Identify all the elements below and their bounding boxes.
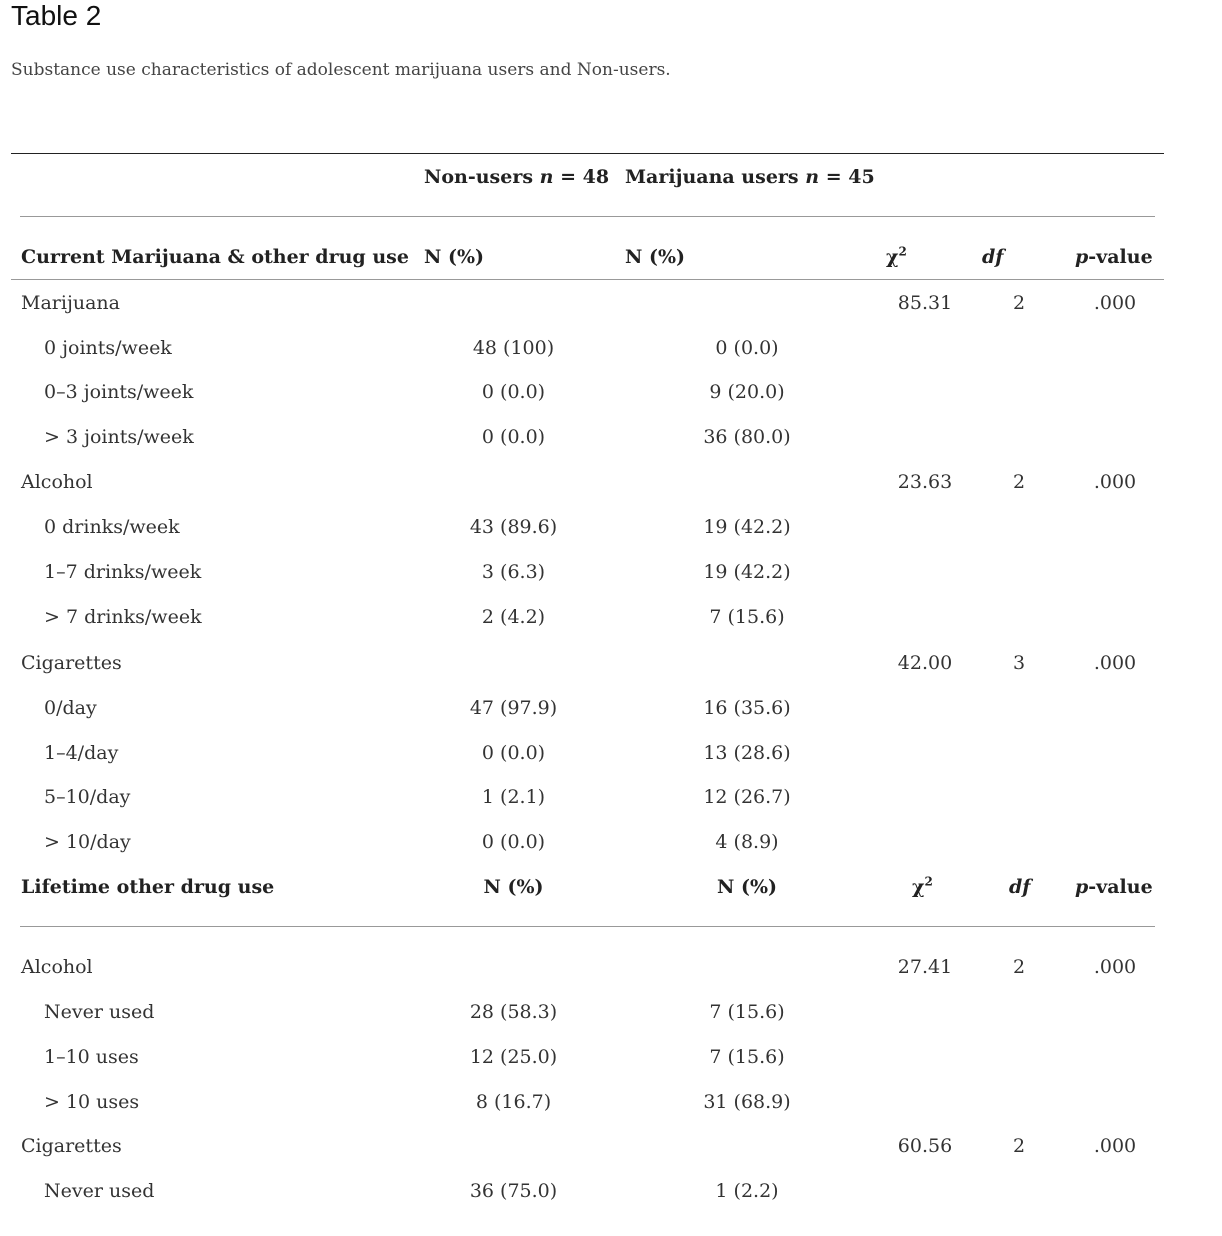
p-value: .000 — [1093, 292, 1137, 314]
col-header-chi-square — [886, 245, 907, 269]
col-header-df: df — [982, 246, 1004, 268]
non-users-value: 0 (0.0) — [481, 831, 546, 853]
users-value: 1 (2.2) — [715, 1180, 779, 1202]
n-symbol: n — [539, 166, 554, 188]
section2-header-rule — [20, 926, 1155, 927]
chi-square-value: 42.00 — [897, 652, 953, 674]
non-users-group-header — [424, 165, 609, 189]
row-label: 0 drinks/week — [44, 516, 180, 538]
non-users-value: 2 (4.2) — [481, 606, 546, 628]
non-users-value: 47 (97.9) — [469, 697, 558, 719]
row-label: > 3 joints/week — [44, 426, 194, 448]
p-value: .000 — [1093, 956, 1137, 978]
df-value: 2 — [1012, 956, 1026, 978]
p-value: .000 — [1093, 471, 1137, 493]
non-users-n-value: = 48 — [553, 166, 610, 188]
chi-symbol: χ — [912, 876, 925, 898]
users-value: 9 (20.0) — [709, 381, 785, 403]
row-label: 0–3 joints/week — [44, 381, 194, 403]
section-header-lifetime-use: Lifetime other drug use — [21, 876, 275, 898]
users-value: 19 (42.2) — [703, 516, 791, 538]
chi-square-value: 60.56 — [897, 1135, 953, 1157]
non-users-value: 1 (2.1) — [481, 786, 546, 808]
users-value: 7 (15.6) — [709, 1001, 785, 1023]
users-value: 7 (15.6) — [709, 606, 785, 628]
users-value: 7 (15.6) — [709, 1046, 785, 1068]
row-label: Cigarettes — [21, 652, 122, 674]
chi-square-value: 23.63 — [897, 471, 953, 493]
chi-superscript: 2 — [898, 244, 907, 259]
users-value: 36 (80.0) — [703, 426, 791, 448]
row-label: > 7 drinks/week — [44, 606, 202, 628]
row-label: Never used — [44, 1180, 155, 1202]
non-users-value: 0 (0.0) — [481, 426, 546, 448]
p-symbol: p — [1075, 246, 1089, 268]
non-users-value: 0 (0.0) — [481, 742, 546, 764]
column-header-rule — [11, 279, 1164, 280]
col-header-p-value — [1075, 875, 1153, 899]
row-label: 1–4/day — [44, 742, 119, 764]
users-value: 16 (35.6) — [703, 697, 791, 719]
users-label: Marijuana users — [625, 166, 799, 188]
df-value: 3 — [1012, 652, 1026, 674]
row-label: Alcohol — [21, 956, 93, 978]
non-users-value: 48 (100) — [472, 337, 555, 359]
p-value-suffix: -value — [1088, 876, 1153, 898]
chi-square-value: 27.41 — [897, 956, 953, 978]
users-value: 12 (26.7) — [703, 786, 791, 808]
users-value: 4 (8.9) — [715, 831, 779, 853]
non-users-value: 36 (75.0) — [469, 1180, 558, 1202]
non-users-value: 43 (89.6) — [469, 516, 558, 538]
row-label: Marijuana — [21, 292, 120, 314]
table-caption: Substance use characteristics of adolescent marijuana users and Non-users. — [11, 60, 671, 80]
col-header-p-value — [1075, 245, 1153, 269]
row-label: Alcohol — [21, 471, 93, 493]
non-users-value: 0 (0.0) — [481, 381, 546, 403]
p-symbol: p — [1075, 876, 1089, 898]
df-value: 2 — [1012, 471, 1026, 493]
row-label: Cigarettes — [21, 1135, 122, 1157]
row-label: > 10/day — [44, 831, 131, 853]
non-users-value: 8 (16.7) — [475, 1091, 552, 1113]
users-value: 0 (0.0) — [715, 337, 779, 359]
col-header-non-users-n-pct: N (%) — [483, 876, 544, 898]
row-label: 1–10 uses — [44, 1046, 139, 1068]
p-value-suffix: -value — [1088, 246, 1153, 268]
p-value: .000 — [1093, 1135, 1137, 1157]
row-label: 5–10/day — [44, 786, 131, 808]
chi-square-value: 85.31 — [897, 292, 953, 314]
df-value: 2 — [1012, 1135, 1026, 1157]
chi-superscript: 2 — [924, 874, 933, 889]
n-symbol: n — [805, 166, 820, 188]
table-title: Table 2 — [11, 0, 102, 31]
non-users-value: 28 (58.3) — [469, 1001, 558, 1023]
row-label: 1–7 drinks/week — [44, 561, 202, 583]
non-users-value: 3 (6.3) — [481, 561, 546, 583]
row-label: 0 joints/week — [44, 337, 172, 359]
section-header-current-use: Current Marijuana & other drug use — [21, 246, 409, 268]
users-n-value: = 45 — [819, 166, 875, 188]
top-rule — [11, 153, 1164, 154]
row-label: 0/day — [44, 697, 97, 719]
col-header-users-n-pct: N (%) — [625, 246, 686, 268]
row-label: Never used — [44, 1001, 155, 1023]
df-value: 2 — [1012, 292, 1026, 314]
non-users-value: 12 (25.0) — [469, 1046, 558, 1068]
col-header-users-n-pct: N (%) — [716, 876, 777, 898]
row-label: > 10 uses — [44, 1091, 140, 1113]
col-header-non-users-n-pct: N (%) — [424, 246, 485, 268]
users-value: 19 (42.2) — [703, 561, 791, 583]
non-users-label: Non-users — [424, 166, 534, 188]
group-header-rule — [20, 216, 1155, 217]
chi-symbol: χ — [886, 246, 899, 268]
users-value: 13 (28.6) — [703, 742, 791, 764]
col-header-df: df — [1009, 876, 1031, 898]
users-value: 31 (68.9) — [703, 1091, 791, 1113]
users-group-header — [625, 165, 875, 189]
col-header-chi-square — [912, 875, 933, 899]
p-value: .000 — [1093, 652, 1137, 674]
